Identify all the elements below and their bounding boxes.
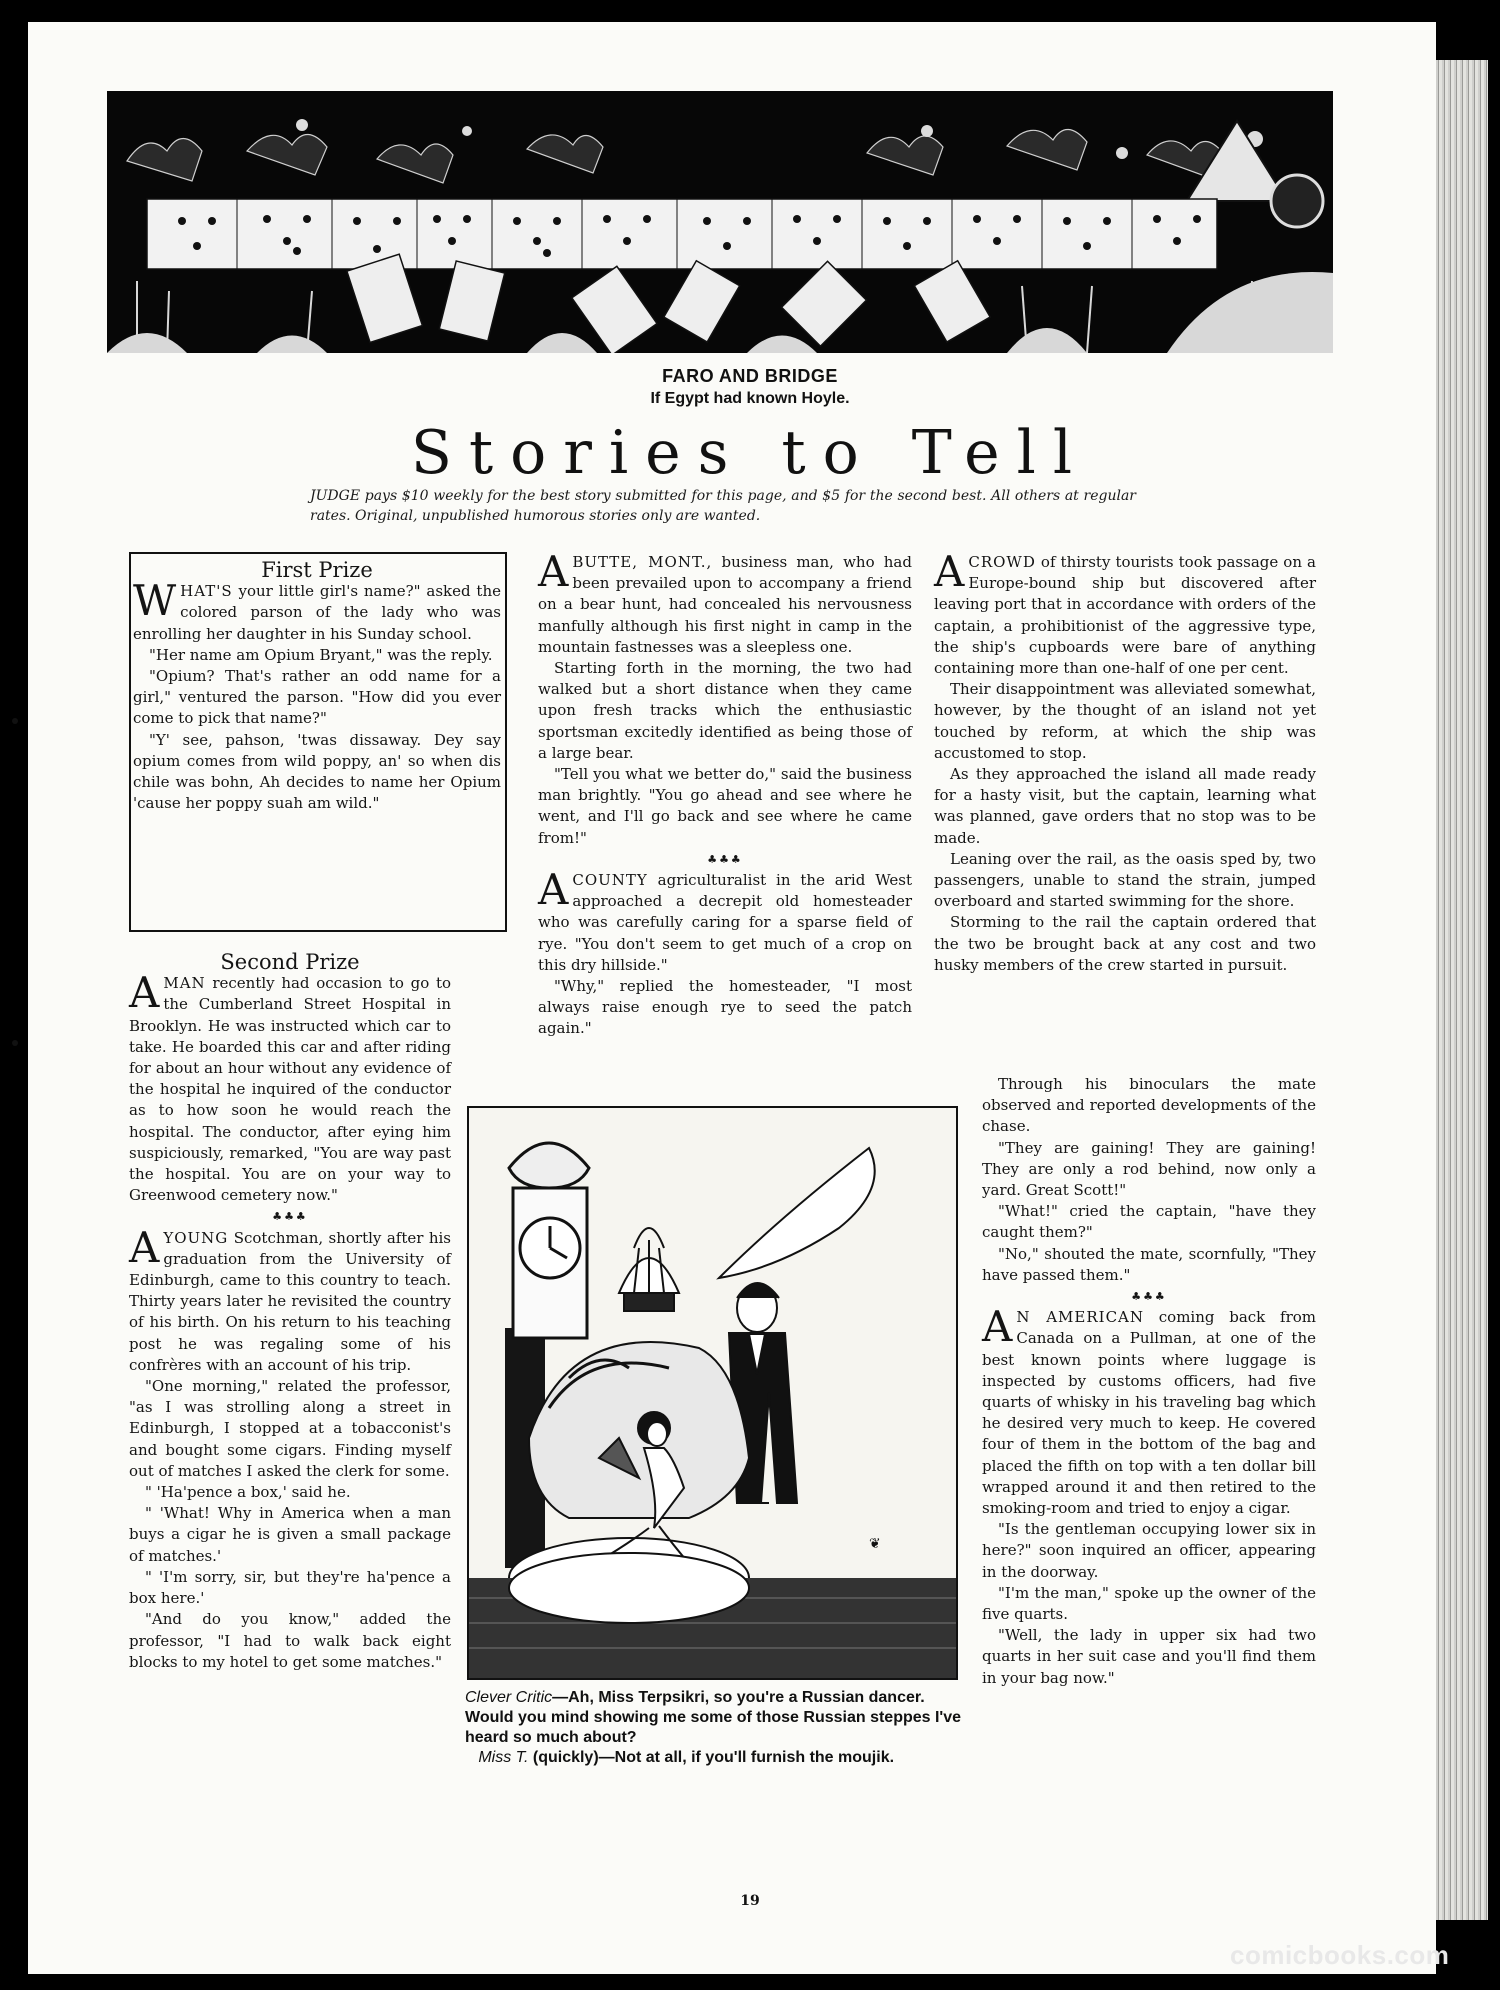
story-paragraph: "One morning," related the professor, "as I was strolling along a street in Edinburgh, I stopped at a tobacconist's and bought some cigars. Finding myself out of matches I asked the clerk for some.: [129, 1377, 451, 1480]
second-prize-heading: Second Prize: [220, 950, 360, 974]
lead-word: BUTTE, MONT.,: [572, 553, 713, 571]
book-spine-edge: [1436, 60, 1488, 1920]
margin-mark: [12, 1040, 18, 1046]
story-paragraph: " 'Ha'pence a box,' said he.: [145, 1483, 351, 1502]
column-1-stories: [129, 952, 451, 1673]
margin-mark: [12, 718, 18, 724]
story-paragraph: "I'm the man," spoke up the owner of the five quarts.: [982, 1583, 1316, 1624]
first-prize-story: [133, 560, 501, 814]
story-paragraph: "Well, the lady in upper six had two quarts in her suit case and you'll find them in your bag now.": [982, 1626, 1316, 1687]
story-paragraph: Storming to the rail the captain ordered that the two be brought back at any cost and two husky members of the crew started in pursuit.: [934, 913, 1316, 974]
first-prize-heading: First Prize: [261, 558, 373, 582]
lead-word: MAN: [163, 974, 206, 993]
story-paragraph: "What!" cried the captain, "have they caught them?": [982, 1202, 1316, 1242]
story-paragraph: "And do you know," added the professor, "I had to walk back eight blocks to my hotel to get some matches.": [129, 1610, 451, 1671]
banner-illustration: [107, 91, 1333, 353]
caption-speaker: Miss T.: [478, 1749, 529, 1766]
story-paragraph: "Y' see, pahson, 'twas dissaway. Dey say opium comes from wild poppy, an' so when dis chile was bohn, Ah decides to name her Opium 'cause her poppy suah am wild.": [133, 730, 501, 813]
banner-subtitle: If Egypt had known Hoyle.: [650, 390, 850, 407]
svg-text:❦: ❦: [869, 1536, 881, 1552]
story-text: business man, who had been prevailed upon to accompany a friend on a bear hunt, had concealed his nervousness manfully although his first night in camp in the mountain fastnesses was a sleepless one.: [538, 553, 912, 656]
story-paragraph: "Opium? That's rather an odd name for a girl," ventured the parson. "How did you ever come to pick that name?": [133, 667, 501, 728]
club-ornament: ♣♣♣: [272, 1210, 308, 1224]
drop-cap: A: [129, 968, 160, 1018]
banner-title: FARO AND BRIDGE: [662, 366, 838, 386]
column-3-continued: [982, 1074, 1316, 1689]
page-headline: Stories to Tell: [410, 418, 1090, 488]
story-paragraph: Their disappointment was alleviated somewhat, however, by the thought of an island not yet touched by reform, at which the ship was accustomed to stop.: [934, 680, 1316, 762]
lead-word: N AMERICAN: [1016, 1308, 1145, 1327]
drop-cap: A: [129, 1222, 160, 1272]
club-ornament: ♣♣♣: [707, 852, 743, 866]
drop-cap: A: [538, 547, 569, 596]
critic-and-dancer-drawing: [469, 1108, 956, 1678]
club-ornament: ♣♣♣: [1131, 1290, 1167, 1304]
story-paragraph: Through his binoculars the mate observed and reported developments of the chase.: [982, 1075, 1316, 1136]
caption-speaker: Clever Critic: [465, 1689, 553, 1706]
drop-cap: A: [982, 1302, 1013, 1352]
drop-cap: A: [934, 547, 965, 596]
lead-word: YOUNG: [163, 1228, 229, 1247]
story-paragraph: " 'I'm sorry, sir, but they're ha'pence a box here.': [129, 1567, 451, 1608]
story-paragraph: "Is the gentleman occupying lower six in here?" soon inquired an officer, appearing in the doorway.: [982, 1520, 1316, 1581]
story-text: recently had occasion to go to the Cumberland Street Hospital in Brooklyn. He was instructed which car to take. He boarded this car and after riding for about an hour without any evidence of the hospital he inquired of the conductor as to how soon he would reach the hospital. The conductor, after eying him suspiciously, remarked, "You are way past the hospital. You are on your way to Greenwood cemetery now.": [129, 974, 451, 1205]
drop-cap: W: [133, 576, 177, 626]
story-text: coming back from Canada on a Pullman, at one of the best known points where luggage is inspected by customs officers, had five quarts of whisky in his traveling bag which he desired very much to keep. He covered four of them in the bottom of the bag and placed the fifth on top with a ten dollar bill wrapped around it and then retired to the smoking-room and tried to enjoy a cigar.: [982, 1308, 1316, 1518]
caption-text: (quickly)—Not at all, if you'll furnish the moujik.: [528, 1749, 895, 1766]
story-text: Scotchman, shortly after his graduation from the University of Edinburgh, came to this country to teach. Thirty years later he revisited the country of his birth. On his return to his teaching post he was regaling some of his confrères with an account of his trip.: [129, 1228, 451, 1374]
story-text: of thirsty tourists took passage on a Europe-bound ship but discovered after leaving port that in accordance with orders of the captain, a prohibitionist of the aggressive type, the ship's cupboards were bare of anything containing more than one-half of one per cent.: [934, 553, 1316, 678]
lead-word: CROWD: [968, 553, 1036, 571]
story-text: your little girl's name?" asked the colored parson of the lady who was enrolling her daughter in his Sunday school.: [133, 582, 501, 643]
lead-word: COUNTY: [572, 871, 648, 890]
egyptian-card-frieze: [107, 91, 1333, 353]
story-paragraph: "Tell you what we better do," said the business man brightly. "You go ahead and see where he went, and I'll go back and see where he came from!": [538, 765, 912, 847]
story-paragraph: Starting forth in the morning, the two had walked but a short distance when they came upon fresh tracks which the enthusiastic sportsman excitedly identified as being those of a large bear.: [538, 659, 912, 762]
column-3-stories: [934, 547, 1316, 976]
story-paragraph: "They are gaining! They are gaining! They are only a rod behind, now only a yard. Great Scott!": [982, 1138, 1316, 1200]
illustration-caption: [465, 1688, 975, 1768]
story-paragraph: "Why," replied the homesteader, "I most always raise enough rye to seed the patch again.": [538, 977, 912, 1038]
caption-text: —Ah, Miss Terpsikri, so you're a Russian dancer. Would you mind showing me some of those Russian steppes I've heard so much about?: [465, 1689, 962, 1746]
lead-word: HAT'S: [180, 582, 233, 601]
story-paragraph: " 'What! Why in America when a man buys a cigar he is given a small package of matches.': [129, 1504, 451, 1565]
story-paragraph: "Her name am Opium Bryant," was the reply.: [149, 645, 493, 664]
column-2-stories: [538, 547, 912, 1040]
story-paragraph: Leaning over the rail, as the oasis sped by, two passengers, unable to stand the strain, jumped overboard and started swimming for the shore.: [934, 849, 1316, 911]
dancer-illustration: [467, 1106, 958, 1680]
intro-note: JUDGE pays $10 weekly for the best story submitted for this page, and $5 for the second best. All others at regular rates. Original, unpublished humorous stories only are wanted.: [310, 488, 1136, 524]
story-text: agriculturalist in the arid West approached a decrepit old homesteader who was carefully caring for a sparse field of rye. "You don't seem to get much of a crop on this dry hillside.": [538, 871, 912, 974]
drop-cap: A: [538, 865, 569, 915]
story-paragraph: As they approached the island all made ready for a hasty visit, but the captain, learning what was planned, gave orders that no stop was to be made.: [934, 765, 1316, 847]
story-paragraph: "No," shouted the mate, scornfully, "They have passed them.": [982, 1244, 1316, 1284]
site-watermark: comicbooks.com: [1230, 1940, 1450, 1970]
page-number: 19: [740, 1893, 760, 1909]
